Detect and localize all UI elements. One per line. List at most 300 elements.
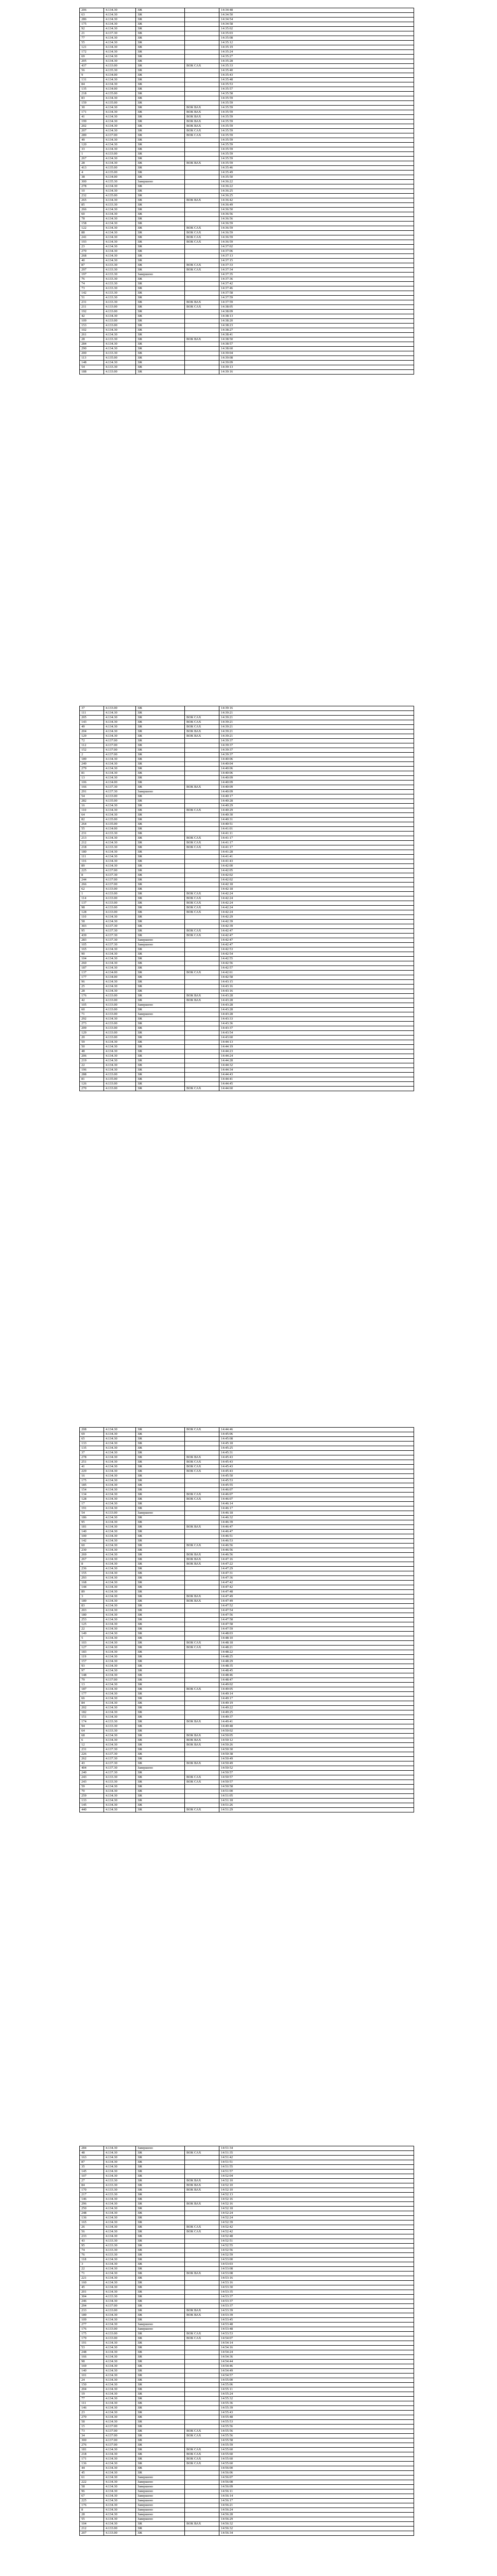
table-cell xyxy=(185,45,219,50)
table-cell: 439 xyxy=(80,934,104,938)
table-cell: 4.134.30 xyxy=(104,254,136,259)
table-cell: 4.137.00 xyxy=(104,878,136,883)
table-cell: ЗЖ xyxy=(136,1627,185,1632)
table-row xyxy=(80,1785,414,1789)
table-cell: ЗЖ xyxy=(136,2374,185,2378)
table-cell: 4.134.30 xyxy=(104,240,136,245)
table-row xyxy=(80,2239,414,2244)
table-cell: 248 xyxy=(80,2350,104,2355)
table-cell: 4.133.00 xyxy=(104,64,136,69)
table-cell: ВОК САХ xyxy=(185,929,219,934)
table-cell: 4.134.30 xyxy=(104,1567,136,1571)
table-cell: 14:47:22 xyxy=(219,1562,414,1567)
table-cell: 14:35:57 xyxy=(219,87,414,92)
table-cell: ЗЖ xyxy=(136,2234,185,2239)
table-cell: 14:40:17 xyxy=(219,794,414,799)
table-cell: ЗЖ xyxy=(136,1636,185,1641)
table-row xyxy=(80,938,414,943)
table-cell xyxy=(185,157,219,161)
table-cell: 4.134.30 xyxy=(104,915,136,920)
table-cell: 236 xyxy=(80,1567,104,1571)
table-cell: ЗЖ xyxy=(136,1659,185,1664)
table-cell: 4.133.00 xyxy=(104,887,136,892)
table-cell: ВОК САХ xyxy=(185,1465,219,1469)
table-cell: ВОК САХ xyxy=(185,906,219,910)
table-cell: ЗЖ xyxy=(136,231,185,235)
table-cell: 4.134.00 xyxy=(104,175,136,180)
table-cell: ЗЖ xyxy=(136,2281,185,2285)
table-row xyxy=(80,2489,414,2494)
table-row xyxy=(80,1799,414,1803)
table-cell: ЗЖ xyxy=(136,8,185,13)
table-cell: 4.134.30 xyxy=(104,2387,136,2392)
table-cell: 14:55:43 xyxy=(219,2411,414,2415)
table-cell xyxy=(185,869,219,873)
table-cell: ЗЖ xyxy=(136,1544,185,1548)
table-cell: 189 xyxy=(80,1599,104,1604)
table-cell: 4.134.30 xyxy=(104,1432,136,1437)
table-cell: 14:47:49 xyxy=(219,1595,414,1599)
table-cell: 4.133.30 xyxy=(104,2239,136,2244)
table-cell: 4.134.30 xyxy=(104,808,136,813)
table-row xyxy=(80,31,414,36)
table-cell: 22 xyxy=(80,1627,104,1632)
table-cell: ВОК ВАХ xyxy=(185,1562,219,1567)
table-cell xyxy=(185,938,219,943)
table-row xyxy=(80,947,414,952)
table-cell: 14:53:37 xyxy=(219,2295,414,2299)
table-cell: 14:45:25 xyxy=(219,1446,414,1451)
table-cell xyxy=(185,2508,219,2513)
table-cell: 4.134.30 xyxy=(104,1595,136,1599)
table-cell: 268 xyxy=(80,254,104,259)
table-cell: 14:40:29 xyxy=(219,804,414,808)
table-cell: ЗЖ xyxy=(136,1697,185,1701)
table-cell xyxy=(185,980,219,985)
table-cell: ЗЖ xyxy=(136,1571,185,1576)
table-cell: 145 xyxy=(80,2170,104,2174)
table-cell: 4.134.30 xyxy=(104,2360,136,2364)
table-row xyxy=(80,310,414,314)
table-cell: 4.134.30 xyxy=(104,2499,136,2503)
table-cell: ВОК ВАХ xyxy=(185,2309,219,2313)
table-cell: 4.134.30 xyxy=(104,1734,136,1738)
table-cell: ВОК САХ xyxy=(185,720,219,725)
table-row xyxy=(80,1641,414,1646)
table-cell: ВОК ВАХ xyxy=(185,2179,219,2183)
table-cell xyxy=(185,50,219,55)
table-cell: 14:46:39 xyxy=(219,1520,414,1525)
table-cell: 14:37:42 xyxy=(219,282,414,286)
table-cell xyxy=(185,1576,219,1581)
table-cell: 14:54:57 xyxy=(219,2374,414,2378)
table-cell xyxy=(185,2197,219,2202)
table-cell xyxy=(185,767,219,771)
table-cell: 4.134.30 xyxy=(104,2318,136,2323)
table-cell: 4.134.00 xyxy=(104,971,136,975)
table-cell: ЗЖ xyxy=(136,55,185,59)
table-cell: 14:55:56 xyxy=(219,2429,414,2434)
table-cell: 4.134.30 xyxy=(104,2489,136,2494)
table-cell: 53 xyxy=(80,2346,104,2350)
table-cell xyxy=(185,2485,219,2489)
table-cell: 24 xyxy=(80,2378,104,2383)
table-cell: 14:44:34 xyxy=(219,1068,414,1073)
table-row xyxy=(80,27,414,31)
table-cell xyxy=(185,87,219,92)
table-cell: 4.134.30 xyxy=(104,813,136,818)
table-cell: 4.133.30 xyxy=(104,2248,136,2253)
table-cell: 251 xyxy=(80,1460,104,1465)
table-cell: 4.133.00 xyxy=(104,1026,136,1031)
table-cell: ЗЖ xyxy=(136,1045,185,1049)
table-cell: 4.134.30 xyxy=(104,2281,136,2285)
table-cell: 64 xyxy=(80,813,104,818)
table-row xyxy=(80,1757,414,1761)
table-cell: 14:41:11 xyxy=(219,832,414,836)
table-cell: 196 xyxy=(80,1068,104,1073)
table-cell: 14:43:28 xyxy=(219,998,414,1003)
table-cell: ЗЖ xyxy=(136,711,185,716)
table-cell: ЗЖ xyxy=(136,1516,185,1520)
table-cell: ЗЖ xyxy=(136,2452,185,2457)
table-row xyxy=(80,952,414,957)
table-row xyxy=(80,254,414,259)
table-cell: ВОК ВАХ xyxy=(185,1734,219,1738)
table-cell: ВОК САХ xyxy=(185,133,219,138)
table-cell: 4.135.00 xyxy=(104,818,136,822)
table-cell: ЗЖ xyxy=(136,929,185,934)
table-cell: 14:39:04 xyxy=(219,351,414,356)
table-cell: ВОК ВАХ xyxy=(185,1553,219,1557)
table-cell: 14:51:18 xyxy=(219,1799,414,1803)
table-cell: 14:44:60 xyxy=(219,1087,414,1091)
table-cell: 4.134.30 xyxy=(104,78,136,82)
table-cell: 218 xyxy=(80,92,104,96)
table-row xyxy=(80,2480,414,2485)
table-cell: 14:53:08 xyxy=(219,2267,414,2272)
table-cell xyxy=(185,1715,219,1720)
table-cell: ЗЖ xyxy=(136,2285,185,2290)
table-cell xyxy=(185,27,219,31)
table-cell: 4.134.30 xyxy=(104,757,136,762)
table-cell: 4.134.30 xyxy=(104,208,136,212)
table-cell: 4.134.30 xyxy=(104,1534,136,1539)
table-cell: 14:55:32 xyxy=(219,2397,414,2401)
table-cell: 4.133.00 xyxy=(104,2527,136,2531)
table-cell: ЗЖ xyxy=(136,1692,185,1697)
table-row xyxy=(80,2248,414,2253)
table-cell: 14:39:37 xyxy=(219,743,414,748)
table-cell xyxy=(185,2397,219,2401)
table-cell: ЗЖ xyxy=(136,1710,185,1715)
table-cell xyxy=(185,1036,219,1040)
table-cell: ЗЖ xyxy=(136,319,185,324)
table-cell: 200 xyxy=(80,351,104,356)
table-cell: ЗЖ xyxy=(136,1497,185,1502)
table-cell xyxy=(185,296,219,300)
table-row xyxy=(80,319,414,324)
table-cell: 4.134.30 xyxy=(104,716,136,720)
table-row xyxy=(80,864,414,869)
table-cell: 48 xyxy=(80,1049,104,1054)
table-row xyxy=(80,1734,414,1738)
table-cell: 4.134.30 xyxy=(104,2202,136,2207)
table-cell xyxy=(185,96,219,101)
table-row xyxy=(80,813,414,818)
table-cell: 14:47:56 xyxy=(219,1613,414,1618)
table-row xyxy=(80,1808,414,1812)
table-cell xyxy=(185,361,219,365)
table-row xyxy=(80,73,414,78)
table-cell: 4.134.30 xyxy=(104,730,136,734)
table-row xyxy=(80,235,414,240)
table-cell: 4.135.00 xyxy=(104,799,136,804)
table-cell xyxy=(185,2290,219,2295)
table-row xyxy=(80,753,414,757)
table-cell xyxy=(185,883,219,887)
table-cell: 14:45:53 xyxy=(219,1479,414,1483)
table-cell: ЗЖ xyxy=(136,2318,185,2323)
table-cell: 4.134.30 xyxy=(104,124,136,129)
table-cell: 14:46:56 xyxy=(219,1548,414,1553)
table-cell: ВОК САХ xyxy=(185,1493,219,1497)
table-cell: 4.134.30 xyxy=(104,217,136,222)
table-cell: ЗЖ xyxy=(136,2183,185,2188)
table-cell: 14:46:53 xyxy=(219,1539,414,1544)
table-cell: 45 xyxy=(80,2285,104,2290)
table-cell: 14:41:41 xyxy=(219,855,414,859)
table-cell: 4.134.30 xyxy=(104,2234,136,2239)
table-cell xyxy=(185,771,219,776)
table-row xyxy=(80,767,414,771)
table-cell: Завершено xyxy=(136,180,185,184)
table-cell: ЗЖ xyxy=(136,804,185,808)
table-cell: 14:37:15 xyxy=(219,259,414,263)
table-cell: 14:47:48 xyxy=(219,1590,414,1595)
table-row xyxy=(80,314,414,319)
table-cell: 109 xyxy=(80,2318,104,2323)
table-cell: 4.134.30 xyxy=(104,952,136,957)
table-cell: 14:48:18 xyxy=(219,1641,414,1646)
table-cell: ВОК ВАХ xyxy=(185,161,219,166)
table-row xyxy=(80,743,414,748)
table-row xyxy=(80,124,414,129)
table-cell: 243 xyxy=(80,1775,104,1780)
table-cell: ЗЖ xyxy=(136,1493,185,1497)
table-row xyxy=(80,1567,414,1571)
table-cell: 13 xyxy=(80,776,104,781)
table-cell: 4.133.30 xyxy=(104,263,136,268)
table-cell: 14:49:37 xyxy=(219,1715,414,1720)
table-cell: 4.134.30 xyxy=(104,966,136,971)
table-cell: 54 xyxy=(80,365,104,370)
table-cell xyxy=(185,961,219,966)
table-cell: 437 xyxy=(80,64,104,69)
table-cell: 88 xyxy=(80,231,104,235)
table-cell xyxy=(185,827,219,832)
table-row xyxy=(80,1493,414,1497)
table-cell: Завершено xyxy=(136,1003,185,1008)
table-cell: 14:48:03 xyxy=(219,1632,414,1636)
table-row xyxy=(80,915,414,920)
table-cell: 14:37:58 xyxy=(219,291,414,296)
table-cell xyxy=(185,2527,219,2531)
table-cell: 145 xyxy=(80,1803,104,1808)
table-cell: 118 xyxy=(80,2258,104,2262)
table-row xyxy=(80,296,414,300)
table-row xyxy=(80,2522,414,2527)
table-cell: 14:36:22 xyxy=(219,184,414,189)
table-cell: 4.134.30 xyxy=(104,2374,136,2378)
table-cell: ЗЖ xyxy=(136,1701,185,1706)
table-cell: ЗЖ xyxy=(136,1576,185,1581)
table-cell: ВОК САХ xyxy=(185,808,219,813)
table-cell: 4.134.30 xyxy=(104,1045,136,1049)
table-cell: 4.133.00 xyxy=(104,1087,136,1091)
table-cell: 229 xyxy=(80,1469,104,1474)
table-cell xyxy=(185,2258,219,2262)
table-cell: 269 xyxy=(80,1553,104,1557)
table-cell: 119 xyxy=(80,1655,104,1659)
table-cell: 304 xyxy=(80,2295,104,2299)
table-cell: 14:38:57 xyxy=(219,342,414,347)
table-row xyxy=(80,1775,414,1780)
table-cell: ЗЖ xyxy=(136,878,185,883)
table-cell: 4.134.30 xyxy=(104,1068,136,1073)
table-cell: 14:50:02 xyxy=(219,1729,414,1734)
table-cell xyxy=(185,1590,219,1595)
table-cell: 4.134.30 xyxy=(104,1692,136,1697)
table-cell: ВОК САХ xyxy=(185,716,219,720)
table-row xyxy=(80,2165,414,2170)
table-cell: 4.134.30 xyxy=(104,734,136,739)
table-cell: 186 xyxy=(80,1516,104,1520)
table-cell xyxy=(185,2466,219,2471)
table-cell: 262 xyxy=(80,1757,104,1761)
table-cell: ЗЖ xyxy=(136,129,185,133)
table-cell: 4.133.00 xyxy=(104,1036,136,1040)
table-row xyxy=(80,45,414,50)
table-cell: ЗЖ xyxy=(136,1073,185,1077)
table-row xyxy=(80,2508,414,2513)
table-cell: 87 xyxy=(80,263,104,268)
table-cell: 14:54:14 xyxy=(219,2341,414,2346)
table-cell: 113 xyxy=(80,356,104,361)
table-cell xyxy=(185,743,219,748)
table-cell: 63 xyxy=(80,13,104,18)
table-row xyxy=(80,785,414,790)
table-cell xyxy=(185,147,219,152)
table-cell: ЗЖ xyxy=(136,2299,185,2304)
table-cell: 4.134.30 xyxy=(104,1483,136,1488)
table-cell: 14:39:21 xyxy=(219,720,414,725)
table-cell xyxy=(185,1659,219,1664)
table-cell: 94 xyxy=(80,1724,104,1729)
table-cell: 4.134.30 xyxy=(104,1789,136,1794)
table-cell: 14:55:36 xyxy=(219,2401,414,2406)
table-cell: 4.134.30 xyxy=(104,2299,136,2304)
table-cell: 158 xyxy=(80,222,104,226)
table-cell: 111 xyxy=(80,711,104,716)
table-cell: ВОК САХ xyxy=(185,896,219,901)
table-row xyxy=(80,2281,414,2285)
table-cell xyxy=(185,757,219,762)
table-row xyxy=(80,1446,414,1451)
table-cell: 4.134.30 xyxy=(104,342,136,347)
table-row xyxy=(80,2156,414,2160)
table-cell: 14:45:43 xyxy=(219,1469,414,1474)
table-cell: 4.134.30 xyxy=(104,1683,136,1687)
table-cell xyxy=(185,2221,219,2225)
table-row xyxy=(80,82,414,87)
table-row xyxy=(80,1724,414,1729)
table-row xyxy=(80,226,414,231)
table-row xyxy=(80,2295,414,2299)
table-row xyxy=(80,1451,414,1455)
table-row xyxy=(80,2438,414,2443)
table-cell: 16 xyxy=(80,1474,104,1479)
table-cell: ЗЖ xyxy=(136,69,185,73)
table-cell: 14:51:34 xyxy=(219,2146,414,2151)
table-cell: 4.134.30 xyxy=(104,776,136,781)
table-cell: 14:35:59 xyxy=(219,133,414,138)
table-cell: 4.134.30 xyxy=(104,1469,136,1474)
table-row xyxy=(80,1701,414,1706)
table-cell: ЗЖ xyxy=(136,1022,185,1026)
table-cell: ЗЖ xyxy=(136,845,185,850)
table-cell: 4.134.30 xyxy=(104,1571,136,1576)
table-row xyxy=(80,1455,414,1460)
table-cell: 14:35:59 xyxy=(219,157,414,161)
table-cell: ЗЖ xyxy=(136,147,185,152)
table-cell xyxy=(185,249,219,254)
table-cell: ЗЖ xyxy=(136,161,185,166)
table-cell: 270 xyxy=(80,249,104,254)
table-cell: 134 xyxy=(80,1493,104,1497)
table-cell: ЗЖ xyxy=(136,96,185,101)
table-cell: ЗЖ xyxy=(136,235,185,240)
table-cell: ВОК САХ xyxy=(185,2462,219,2466)
table-cell xyxy=(185,2480,219,2485)
table-cell: 4.134.30 xyxy=(104,2406,136,2411)
table-cell: ЗЖ xyxy=(136,2471,185,2476)
table-cell: 14:55:56 xyxy=(219,2425,414,2429)
table-cell: 266 xyxy=(80,883,104,887)
table-cell: 14:52:10 xyxy=(219,2188,414,2193)
table-cell: ВОК ВАХ xyxy=(185,1599,219,1604)
table-cell: 206 xyxy=(80,8,104,13)
table-cell: 4.133.00 xyxy=(104,319,136,324)
table-cell: 218 xyxy=(80,845,104,850)
table-cell: ЗЖ xyxy=(136,203,185,208)
table-cell: 14:41:17 xyxy=(219,836,414,841)
table-cell xyxy=(185,333,219,337)
table-cell: ЗЖ xyxy=(136,762,185,767)
table-cell xyxy=(185,1022,219,1026)
table-cell: ЗЖ xyxy=(136,2262,185,2267)
table-cell: 4.133.30 xyxy=(104,2188,136,2193)
table-cell: 4.135.00 xyxy=(104,92,136,96)
table-cell: 4.134.30 xyxy=(104,1664,136,1669)
table-row xyxy=(80,1636,414,1641)
table-row xyxy=(80,1683,414,1687)
table-cell: 4.133.00 xyxy=(104,324,136,328)
table-cell: 49 xyxy=(80,138,104,143)
table-cell: ЗЖ xyxy=(136,855,185,859)
table-cell xyxy=(185,1446,219,1451)
table-cell: 28 xyxy=(80,337,104,342)
